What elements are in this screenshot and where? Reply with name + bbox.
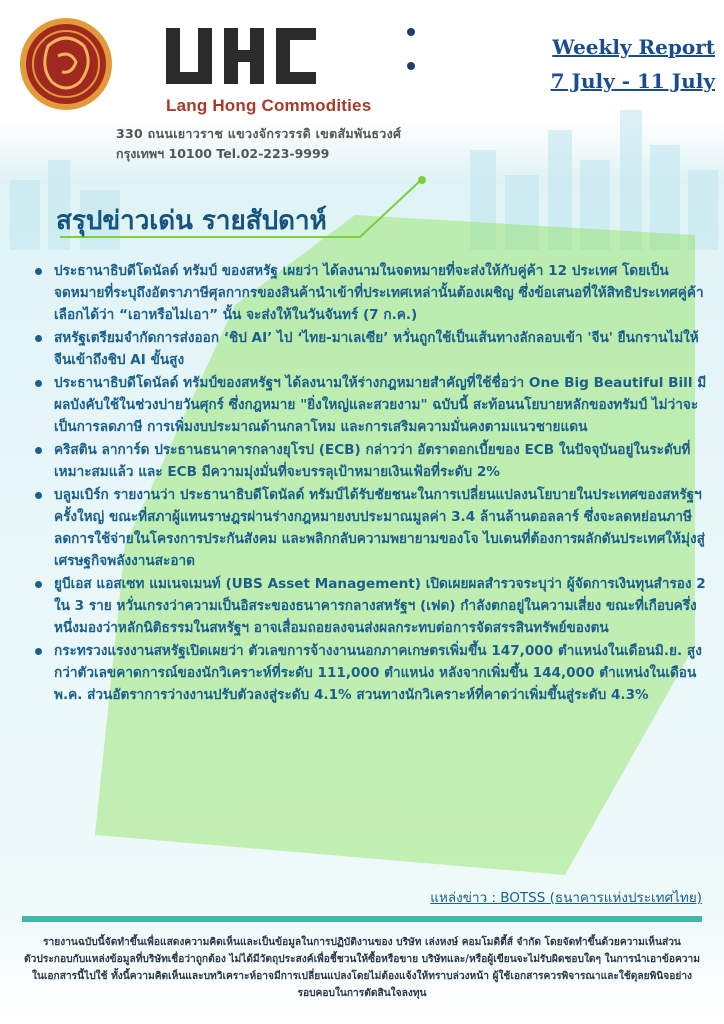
news-item: สหรัฐเตรียมจำกัดการส่งออก ‘ชิป AI’ ไป ‘ไทย-มาเลเซีย’ หวั่นถูกใช้เป็นเส้นทางลักลอบเข้า 'จีน' ยืนกรานไม่ให้จีนเข้าถึงชิป AI ขั้นสูง [32,327,708,371]
bullet-dot [407,28,415,36]
uhc-logo [166,22,316,92]
news-item: กระทรวงแรงงานสหรัฐเปิดเผยว่า ตัวเลขการจ้างงานนอกภาคเกษตรเพิ่มขึ้น 147,000 ตำแหน่งในเดือนมิ.ย. สูงกว่าตัวเลขคาดการณ์ของนักวิเคราะห์ที่ระดับ 111,000 ตำแหน่ง หลังจากเพิ่มขึ้น 144,000 ตำแหน่งในเดือนพ.ค. ส่วนอัตราการว่างงานปรับตัวลงสู่ระดับ 4.1% สวนทางนักวิเคราะห์ที่คาดว่าเพิ่มขึ้นสู่ระดับ 4.3% [32,640,708,706]
address-line-1: 330 ถนนเยาวราช แขวงจักรวรรดิ เขตสัมพันธวงศ์ [116,126,402,141]
news-item: ประธานาธิบดีโดนัลด์ ทรัมป์ของสหรัฐฯ ได้ลงนามให้ร่างกฎหมายสำคัญที่ใช้ชื่อว่า One Big Beautiful Bill มีผลบังคับใช้ในช่วงบ่ายวันศุกร์ ซึ่งกฎหมาย "ยิ่งใหญ่และสวยงาม" ฉบับนี้ สะท้อนนโยบายหลักของทรัมป์ ไม่ว่าจะเป็นการลดภาษี การเพิ่มงบประมาณด้านกลาโหม และการเสริมความมั่นคงตามแนวชายแดน [32,372,708,438]
news-item: ประธานาธิบดีโดนัลด์ ทรัมป์ ของสหรัฐ เผยว่า ได้ลงนามในจดหมายที่จะส่งให้กับคู่ค้า 12 ประเทศ โดยเป็นจดหมายที่ระบุถึงอัตราภาษีศุลกากรของสินค้านำเข้าที่ประเทศเหล่านั้นต้องเผชิญ ซึ่งข้อเสนอที่ให้สิทธิประเทศคู่ค้าเลือกได้ว่า “เอาหรือไม่เอา” นั้น จะส่งให้ในวันจันทร์ (7 ก.ค.) [32,260,708,326]
address-line-2: กรุงเทพฯ 10100 Tel.02-223-9999 [116,146,330,161]
footer-divider [22,916,702,922]
report-dates: 7 July - 11 July [550,69,715,93]
news-source: แหล่งข่าว : BOTSS (ธนาคารแห่งประเทศไทย) [430,890,702,906]
report-title-block [505,30,715,98]
company-seal-logo [18,16,114,112]
news-item: คริสติน ลาการ์ด ประธานธนาคารกลางยุโรป (ECB) กล่าวว่า อัตราดอกเบี้ยของ ECB ในปัจจุบันอยู่ในระดับที่เหมาะสมแล้ว และ ECB มีความมุ่งมั่นที่จะบรรลุเป้าหมายเงินเฟ้อที่ระดับ 2% [32,439,708,483]
news-list [32,260,708,707]
decorative-bullets [407,28,415,96]
news-item: ยูบีเอส แอสเซท แมเนจเมนท์ (UBS Asset Management) เปิดเผยผลสำรวจระบุว่า ผู้จัดการเงินทุนสำรอง 2 ใน 3 ราย หวั่นเกรงว่าความเป็นอิสระของธนาคารกลางสหรัฐฯ (เฟด) กำลังตกอยู่ในความเสี่ยง ขณะที่เกือบครึ่งหนึ่งมองว่าหลักนิติธรรมในสหรัฐฯ อาจเสื่อมถอยลงจนส่งผลกระทบต่อการจัดสรรสินทรัพย์ของตน [32,573,708,639]
disclaimer-text: รายงานฉบับนี้จัดทำขึ้นเพื่อแสดงความคิดเห็นและเป็นข้อมูลในการปฏิบัติงานของ บริษัท เล่งหงษ์ คอมโมดิตี้ส์ จำกัด โดยจัดทำขึ้นด้วยความเห็นส่วนตัวประกอบกับแหล่งข้อมูลที่บริษัทเชื่อว่าถูกต้อง ไม่ได้มีวัตถุประสงค์เพื่อชี้ชวนให้ซื้อหรือขาย บริษัทและ/หรือผู้เขียนจะไม่รับผิดชอบใดๆ ในการนำเอาข้อความในเอกสารนี้ไปใช้ ทั้งนี้ความคิดเห็นและบทวิเคราะห์อาจมีการเปลี่ยนแปลงโดยไม่ต้องแจ้งให้ทราบล่วงหน้า ผู้ใช้เอกสารควรพิจารณาและใช้ดุลยพินิจอย่างรอบคอบในการตัดสินใจลงทุน [24,937,700,999]
report-header [0,0,724,175]
news-item: บลูมเบิร์ก รายงานว่า ประธานาธิบดีโดนัลด์ ทรัมป์ได้รับชัยชนะในการเปลี่ยนแปลงนโยบายในประเทศของสหรัฐฯ ครั้งใหญ่ ขณะที่สภาผู้แทนราษฎรผ่านร่างกฎหมายงบประมาณมูลค่า 3.4 ล้านล้านดอลลาร์ ซึ่งจะลดหย่อนภาษี ลดการใช้จ่ายในโครงการประกันสังคม และพลิกกลับความพยายามของโจ ไบเดนที่ต้องการผลักดันประเทศให้มุ่งสู่เศรษฐกิจพลังงานสะอาด [32,484,708,572]
bullet-dot [407,62,415,70]
section-title: สรุปข่าวเด่น รายสัปดาห์ [56,206,327,236]
report-title: Weekly Report [552,35,715,59]
company-name: Lang Hong Commodities [166,96,372,115]
